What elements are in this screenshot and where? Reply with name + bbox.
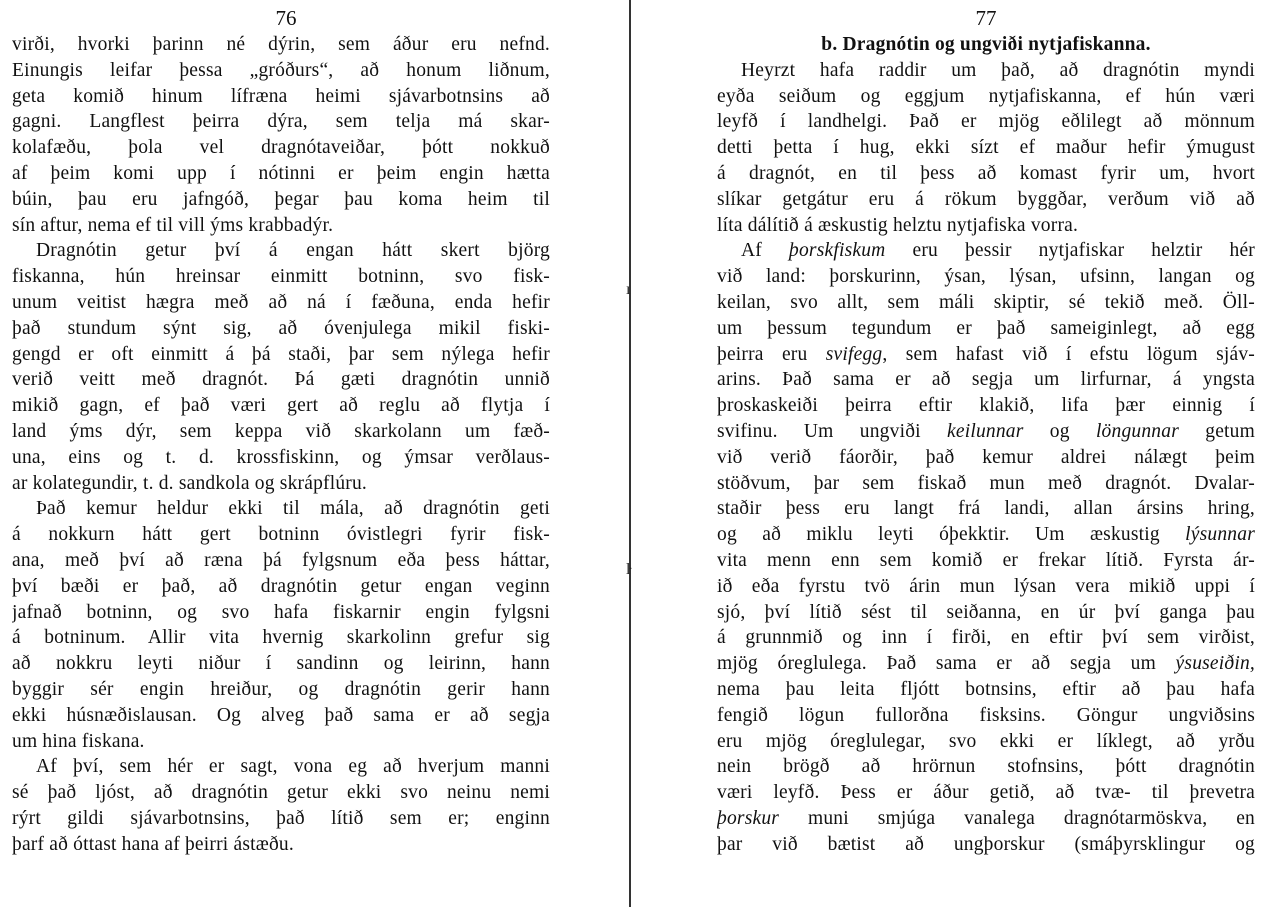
text-line: Það kemur heldur ekki til mála, að dragnótin geti (36, 498, 550, 520)
text-line: ana, með því að ræna þá fylgsnum eða þess háttar, (12, 549, 550, 571)
text-line: Af því, sem hér er sagt, vona eg að hverjum manni (36, 756, 550, 778)
text-line: á nokkurn hátt gert botninn óvistlegri fyrir fisk- (12, 524, 550, 546)
text-line: við verið fáorðir, það kemur aldrei nálægt þeim (717, 446, 1255, 468)
text-segment: , sem hafast við í efstu lögum sjáv- (882, 343, 1255, 365)
text-line (717, 806, 1255, 832)
text-line: um hina fiskana. (12, 730, 145, 752)
text-line: kolafæðu, þola vel dragnótaveiðar, þótt nokkuð (12, 137, 550, 159)
italic-term: ýsuseiðin, (1175, 653, 1255, 675)
text-line: Einungis leifar þessa „gróðurs“, að honum liðnum, (12, 59, 550, 81)
text-line: ar kolategundir, t. d. sandkola og skrápflúru. (12, 472, 368, 494)
text-line (717, 522, 1255, 548)
text-line (717, 651, 1255, 677)
italic-term: svifegg (825, 343, 883, 365)
text-line: fiskanna, hún hreinsar einmitt botninn, svo fisk- (12, 266, 550, 288)
text-segment: mjög óreglulega. Það sama er að segja um (717, 653, 1176, 675)
italic-term: lýsunnar (1185, 524, 1255, 546)
text-line: eru mjög óreglulegar, svo ekki er líklegt, að yrðu (717, 730, 1255, 752)
text-line: una, eins og t. d. krossfiskinn, og ýmsar verðlaus- (12, 446, 550, 468)
text-line: af þeim komi upp í nótinni er þeim engin hætta (12, 162, 550, 184)
text-line: á botninum. Allir vita hvernig skarkolinn grefur sig (12, 627, 550, 649)
text-line: virði, hvorki þarinn né dýrin, sem áður eru nefnd. (12, 34, 550, 55)
text-line: að nokkru leyti niður í sandinn og leirinn, hann (12, 653, 550, 675)
text-line: verið veitt með dragnót. Þá gæti dragnótin unnið (12, 369, 550, 391)
text-segment: muni smjúga vanalega dragnótarmöskva, en (779, 807, 1255, 829)
gutter-mark: ŀ (626, 561, 632, 578)
text-line (717, 238, 1255, 264)
text-line: þar við bætist að ungþorskur (smáþyrsklingur og (717, 833, 1255, 855)
text-segment: og (1023, 420, 1096, 442)
text-line: slíkar getgátur eru á rökum byggðar, verðum við að (717, 188, 1255, 210)
text-line: nein brögð að hrörnun stofnsins, þótt dragnótin (717, 756, 1255, 778)
text-line: gagni. Langflest þeirra dýra, sem telja má skar- (12, 111, 550, 133)
text-line: á grunnmið og inn í firði, en eftir því sem virðist, (717, 627, 1255, 649)
left-page (12, 0, 550, 907)
text-line: á dragnót, en til þess að komast fyrir um, hvort (717, 162, 1255, 184)
text-line: Dragnótin getur því á engan hátt skert björg (36, 240, 550, 262)
right-page (717, 0, 1255, 907)
text-line: unum veitist hægra með að ná í fæðuna, enda hefir (12, 291, 550, 313)
text-line: mikið gagn, ef það væri gert að reglu að flytja í (12, 395, 550, 417)
text-line: þroskaskeiði þeirra eftir klakið, lifa þær einnig í (717, 395, 1255, 417)
text-line: land ýms dýr, sem keppa við skarkolann um fæð- (12, 420, 550, 442)
text-line: Heyrzt hafa raddir um það, að dragnótin myndi (741, 59, 1255, 81)
text-line: ekki húsnæðislausan. Og alveg það sama er að segja (12, 704, 550, 726)
text-segment: Af (741, 240, 789, 262)
text-line: keilan, svo allt, sem máli skiptir, sé tekið með. Öll- (717, 291, 1255, 313)
left-page-body (12, 32, 550, 858)
text-line (717, 342, 1255, 368)
text-line: leyfð í landhelgi. Það er mjög eðlilegt að mönnum (717, 111, 1255, 133)
text-line: sjó, því lítið sést til seiðanna, en úr því ganga þau (717, 601, 1255, 623)
text-line: fengið lögun fullorðna fisksins. Göngur ungviðsins (717, 704, 1255, 726)
text-line: sín aftur, nema ef til vill ýms krabbadýr. (12, 214, 334, 236)
right-page-body (717, 58, 1255, 858)
text-line: sé það ljóst, að dragnótin getur ekki svo neinu nemi (12, 782, 550, 804)
text-segment: og að miklu leyti óþekktir. Um æskustig (717, 524, 1186, 546)
text-line: staðir þess eru langt frá landi, allan ársins hring, (717, 498, 1255, 520)
gutter-mark: ı (626, 281, 631, 298)
italic-term: keilunnar (947, 420, 1024, 442)
text-line: ið eða fyrstu tvö árin mun lýsan vera mikið uppi í (717, 575, 1255, 597)
text-line: gengd er oft einmitt á þá staði, þar sem nýlega hefir (12, 343, 550, 365)
text-line: við land: þorskurinn, ýsan, lýsan, ufsinn, langan og (717, 266, 1255, 288)
text-segment: getum (1179, 420, 1255, 442)
text-line: eyða seiðum og eggjum nytjafiskanna, ef hún væri (717, 85, 1255, 107)
text-line: líta dálítið á æskustig helztu nytjafiska vorra. (717, 214, 1079, 236)
text-line: geta komið hinum lífræna heimi sjávarbotnsins að (12, 85, 550, 107)
text-line: væri leyfð. Þess er áður getið, að tvæ- til þrevetra (717, 782, 1255, 804)
text-line: arins. Það sama er að segja um lirfurnar, á yngsta (717, 369, 1255, 391)
text-segment: svifinu. Um ungviði (717, 420, 947, 442)
text-line: stöðvum, þar sem fiskað mun með dragnót. Dvalar- (717, 472, 1255, 494)
italic-term: þorskur (717, 807, 780, 829)
text-line: um þessum tegundum er það sameiginlegt, að egg (717, 317, 1255, 339)
book-gutter (629, 0, 631, 907)
text-line: jafnað botninn, og svo hafa fiskarnir engin fylgsni (12, 601, 550, 623)
italic-term: þorskfiskum (789, 240, 886, 262)
text-segment: þeirra eru (717, 343, 826, 365)
text-line: vita menn enn sem komið er frekar lítið. Fyrsta ár- (717, 549, 1255, 571)
text-line: því bæði er það, að dragnótin getur engan veginn (12, 575, 550, 597)
text-line: rýrt gildi sjávarbotnsins, það lítið sem er; enginn (12, 807, 550, 829)
text-line: nema þau leita fljótt botnsins, eftir að þau hafa (717, 678, 1255, 700)
italic-term: löngunnar (1095, 420, 1179, 442)
text-line: byggir sér engin hreiður, og dragnótin gerir hann (12, 678, 550, 700)
text-segment: eru þessir nytjafiskar helztir hér (885, 240, 1255, 262)
page-number-right: 77 (975, 6, 997, 30)
text-line: búin, þau eru jafngóð, þegar þau koma heim til (12, 188, 550, 210)
page-number-left: 76 (275, 6, 297, 30)
text-line: detti þetta í hug, ekki sízt ef maður hefir ýmugust (717, 137, 1255, 159)
section-heading: b. Dragnótin og ungviði nytjafiskanna. (821, 34, 1151, 55)
text-line (717, 419, 1255, 445)
text-line: þarf að óttast hana af þeirri ástæðu. (12, 833, 294, 855)
text-line: það stundum sýnt sig, að óvenjulega mikil fiski- (12, 317, 550, 339)
